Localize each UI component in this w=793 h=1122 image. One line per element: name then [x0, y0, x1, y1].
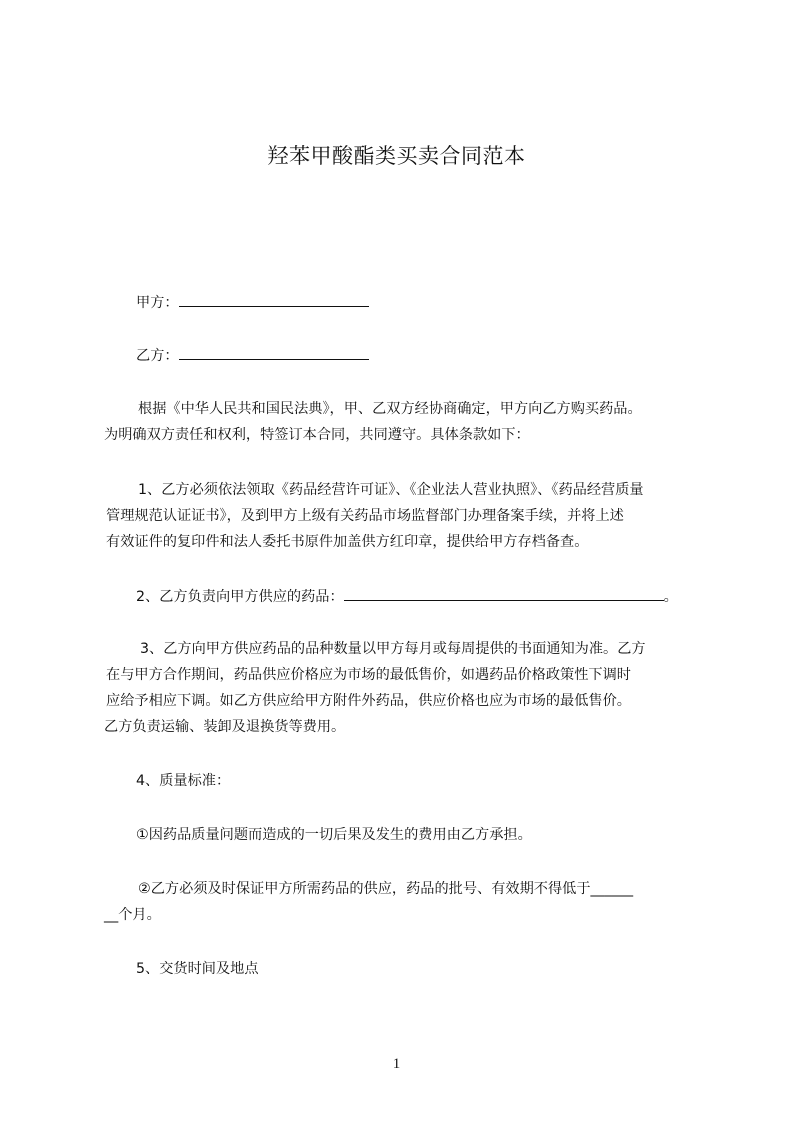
party-b-line [136, 345, 369, 366]
clause3-line-4: 乙方负责运输、装卸及退换货等费用。 [104, 719, 346, 735]
page-number: 1 [392, 1056, 401, 1072]
clause2-line [136, 586, 678, 607]
clause3-line-2: 在与甲方合作期间，药品供应价格应为市场的最低售价，如遇药品价格政策性下调时 [106, 667, 631, 683]
intro-line-1: 根据《中华人民共和国民法典》，甲、乙双方经协商确定，甲方向乙方购买药品。 [138, 401, 642, 417]
clause1-line-3: 有效证件的复印件和法人委托书原件加盖供方红印章，提供给甲方存档备查。 [106, 534, 589, 550]
party-b-label: 乙方： [136, 348, 179, 364]
clause5-title: 5、交货时间及地点 [136, 961, 259, 977]
clause3-line-1: 3、乙方向甲方供应药品的品种数量以甲方每月或每周提供的书面通知为准。乙方 [140, 641, 646, 657]
clause2-label: 2、乙方负责向甲方供应的药品： [136, 589, 344, 605]
clause4-title: 4、质量标准： [136, 773, 231, 789]
clause4-item-2-line-2: __个月。 [104, 907, 161, 923]
party-b-blank[interactable] [179, 345, 369, 360]
clause2-end: 。 [663, 589, 678, 605]
intro-line-2: 为明确双方责任和权利，特签订本合同，共同遵守。具体条款如下： [104, 427, 530, 443]
clause3-line-3: 应给予相应下调。如乙方供应给甲方附件外药品，供应价格也应为市场的最低售价。 [106, 693, 631, 709]
clause1-line-1: 1、乙方必须依法领取《药品经营许可证》、《企业法人营业执照》、《药品经营质量 [138, 482, 644, 498]
party-a-blank[interactable] [179, 292, 369, 307]
clause1-line-2: 管理规范认证证书》，及到甲方上级有关药品市场监督部门办理备案手续，并将上述 [106, 508, 624, 524]
party-a-line [136, 292, 369, 313]
clause4-item-1: ①因药品质量问题而造成的一切后果及发生的费用由乙方承担。 [136, 827, 532, 843]
document-title: 羟苯甲酸酯类买卖合同范本 [267, 144, 526, 168]
clause2-blank[interactable] [344, 586, 664, 601]
clause4-item-2-line-1: ②乙方必须及时保证甲方所需药品的供应，药品的批号、有效期不得低于______ [138, 881, 634, 897]
party-a-label: 甲方： [136, 295, 179, 311]
